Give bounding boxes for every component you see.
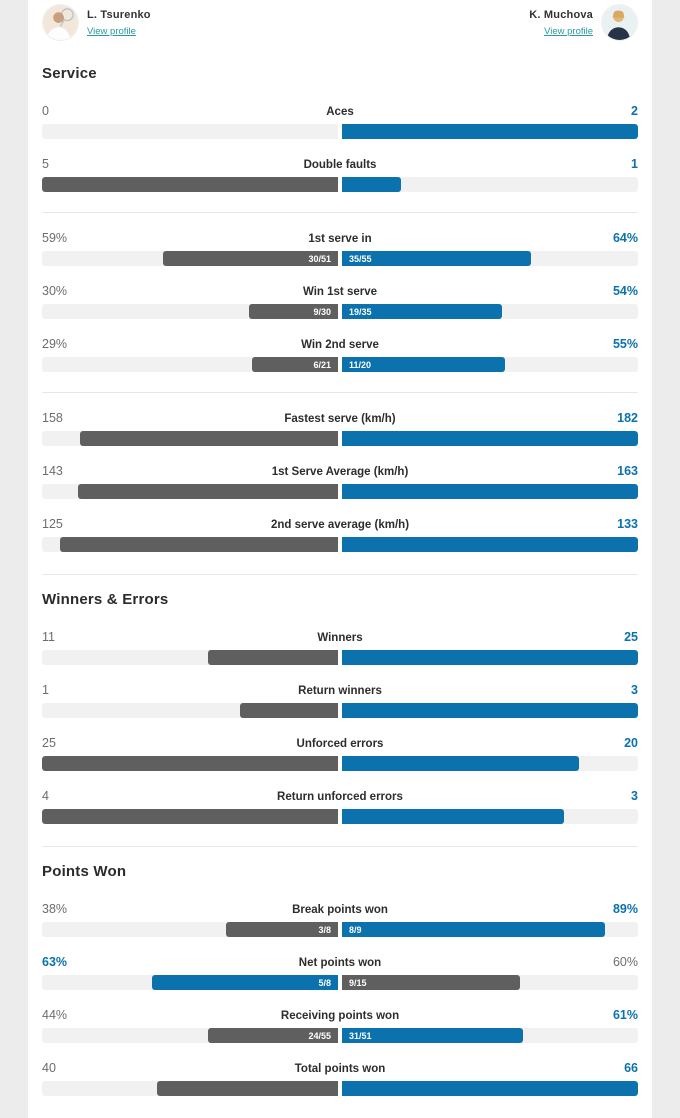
stat-bar-left-fraction: 6/21 — [313, 359, 331, 370]
stat-label: 2nd serve average (km/h) — [270, 519, 410, 531]
stat-row — [42, 789, 638, 824]
player-avatar-left[interactable] — [42, 4, 79, 41]
stat-bar-left-track — [42, 1081, 338, 1096]
stat-bar — [42, 251, 638, 266]
stat-bar-right-fill — [342, 124, 638, 139]
stat-value-left: 143 — [42, 464, 63, 478]
stat-value-right: 60% — [612, 955, 638, 969]
stat-bar-left-track — [42, 251, 338, 266]
stat-bar-right-fill — [342, 1081, 638, 1096]
stat-bar-left-fill — [252, 357, 338, 372]
stat-bar-left-track — [42, 809, 338, 824]
stat-bar-left-fill — [226, 922, 338, 937]
stat-bar-left-fill — [60, 537, 338, 552]
stat-bar-left-track — [42, 1028, 338, 1043]
stat-group — [42, 630, 638, 824]
stat-bar-left-fill — [152, 975, 338, 990]
stat-value-left: 1 — [42, 683, 49, 697]
stat-bar-right-track — [342, 304, 638, 319]
stat-row — [42, 736, 638, 771]
stat-row-header — [42, 683, 638, 697]
stat-row — [42, 955, 638, 990]
stat-row-header — [42, 902, 638, 916]
stat-bar-right-track — [342, 537, 638, 552]
stat-value-right: 3 — [631, 683, 638, 697]
stat-bar — [42, 756, 638, 771]
stat-value-right: 64% — [612, 231, 638, 245]
stat-row — [42, 464, 638, 499]
stat-row — [42, 104, 638, 139]
stat-value-left: 5 — [42, 157, 49, 171]
stat-bar-right-fill — [342, 756, 579, 771]
stat-row — [42, 1008, 638, 1043]
stat-label: Double faults — [303, 159, 377, 171]
stat-bar — [42, 703, 638, 718]
player-avatar-right[interactable] — [601, 4, 638, 41]
stat-label: Win 2nd serve — [301, 339, 379, 351]
stat-bar-left-track — [42, 975, 338, 990]
stat-value-right: 55% — [612, 337, 638, 351]
stat-bar-left-track — [42, 703, 338, 718]
stat-bar-right-track — [342, 703, 638, 718]
stat-row-header — [42, 411, 638, 425]
stat-bar — [42, 809, 638, 824]
stat-bar-left-fill — [240, 703, 338, 718]
stat-bar-right-fill — [342, 304, 502, 319]
stat-row — [42, 517, 638, 552]
stat-bar-left-track — [42, 431, 338, 446]
stat-bar-left-track — [42, 756, 338, 771]
stat-bar — [42, 304, 638, 319]
stat-bar-right-fraction: 35/55 — [349, 253, 372, 264]
stat-row-header — [42, 231, 638, 245]
stat-label: Return unforced errors — [277, 791, 403, 803]
stat-bar-left-track — [42, 484, 338, 499]
stat-group — [42, 212, 638, 372]
stats-section — [42, 65, 638, 552]
stat-value-right: 133 — [617, 517, 638, 531]
stat-bar-right-fill — [342, 975, 520, 990]
stat-bar-right-fill — [342, 484, 638, 499]
stat-row — [42, 1061, 638, 1096]
stat-bar-left-track — [42, 177, 338, 192]
stat-label: Fastest serve (km/h) — [284, 413, 396, 425]
stat-row-header — [42, 517, 638, 531]
stats-sections — [42, 65, 638, 1096]
stat-bar-right-fill — [342, 431, 638, 446]
stat-row — [42, 411, 638, 446]
stat-bar-left-track — [42, 304, 338, 319]
stat-row-header — [42, 104, 638, 118]
stat-bar-left-track — [42, 537, 338, 552]
stat-label: Receiving points won — [280, 1010, 400, 1022]
players-header — [42, 0, 638, 51]
stat-bar-right-fraction: 9/15 — [349, 977, 367, 988]
stat-bar — [42, 537, 638, 552]
stat-bar — [42, 1028, 638, 1043]
stat-value-left: 158 — [42, 411, 63, 425]
stat-value-left: 25 — [42, 736, 56, 750]
stat-bar-left-track — [42, 124, 338, 139]
stat-bar-right-fill — [342, 650, 638, 665]
stat-row-header — [42, 736, 638, 750]
stat-bar-right-fill — [342, 922, 605, 937]
stat-value-right: 61% — [612, 1008, 638, 1022]
stat-value-right: 182 — [617, 411, 638, 425]
player-right — [529, 4, 638, 41]
stat-row-header — [42, 157, 638, 171]
stat-row — [42, 284, 638, 319]
stat-bar — [42, 431, 638, 446]
stat-row — [42, 683, 638, 718]
stat-label: Aces — [326, 106, 354, 118]
stat-value-right: 1 — [631, 157, 638, 171]
stats-section — [42, 574, 638, 824]
stat-value-left: 4 — [42, 789, 49, 803]
stat-bar — [42, 650, 638, 665]
stat-row — [42, 902, 638, 937]
stat-bar-left-fill — [80, 431, 338, 446]
stat-bar-left-fill — [78, 484, 338, 499]
stat-bar-left-fill — [42, 177, 338, 192]
stat-value-left: 38% — [42, 902, 68, 916]
stat-row-header — [42, 630, 638, 644]
stat-bar — [42, 357, 638, 372]
stat-value-right: 2 — [631, 104, 638, 118]
stat-bar-right-track — [342, 922, 638, 937]
stat-value-left: 59% — [42, 231, 68, 245]
stat-label: 1st Serve Average (km/h) — [271, 466, 409, 478]
stat-value-right: 54% — [612, 284, 638, 298]
stat-group — [42, 104, 638, 192]
section-title: Winners & Errors — [42, 591, 169, 608]
stat-bar-right-track — [342, 484, 638, 499]
stat-bar-right-track — [342, 124, 638, 139]
stat-bar-right-track — [342, 1028, 638, 1043]
stat-row — [42, 157, 638, 192]
stat-label: Net points won — [298, 957, 382, 969]
stat-bar-left-fill — [163, 251, 338, 266]
stat-bar-right-fill — [342, 703, 638, 718]
stat-bar-left-fill — [42, 756, 338, 771]
stat-bar-left-fraction: 3/8 — [318, 924, 331, 935]
stat-value-right: 25 — [624, 630, 638, 644]
stat-bar — [42, 177, 638, 192]
stat-bar-right-fill — [342, 357, 505, 372]
stat-bar-left-track — [42, 650, 338, 665]
player-photo-left — [43, 5, 78, 40]
stat-group — [42, 392, 638, 552]
stat-groups — [42, 630, 638, 824]
stat-bar-right-track — [342, 809, 638, 824]
stat-label: Winners — [317, 632, 363, 644]
stat-bar-left-fill — [42, 809, 338, 824]
stat-bar-right-fill — [342, 537, 638, 552]
stat-bar-right-track — [342, 975, 638, 990]
stat-value-right: 66 — [624, 1061, 638, 1075]
stat-label: Unforced errors — [296, 738, 384, 750]
stat-bar-left-fraction: 9/30 — [313, 306, 331, 317]
stat-bar-right-fill — [342, 177, 401, 192]
stat-row-header — [42, 1008, 638, 1022]
player-name-right: K. Muchova — [529, 9, 593, 21]
player-left — [42, 4, 151, 41]
stat-row-header — [42, 955, 638, 969]
stat-value-left: 125 — [42, 517, 63, 531]
stat-value-left: 44% — [42, 1008, 68, 1022]
player-info-left — [87, 4, 151, 39]
view-profile-link-right[interactable]: View profile — [544, 26, 593, 37]
stat-bar — [42, 124, 638, 139]
stat-value-right: 20 — [624, 736, 638, 750]
stat-bar-left-fill — [208, 650, 338, 665]
stat-bar-right-fraction: 19/35 — [349, 306, 372, 317]
stat-label: Return winners — [298, 685, 382, 697]
stat-bar-left-fill — [157, 1081, 338, 1096]
stat-bar-left-fill — [208, 1028, 338, 1043]
stat-bar-left-fill — [249, 304, 338, 319]
stat-row-header — [42, 464, 638, 478]
section-title: Points Won — [42, 863, 127, 880]
stat-label: Total points won — [294, 1063, 386, 1075]
stat-bar-right-fraction: 8/9 — [349, 924, 362, 935]
stat-bar-right-track — [342, 431, 638, 446]
section-title: Service — [42, 65, 97, 82]
stat-bar-right-fill — [342, 1028, 523, 1043]
stat-bar-left-fraction: 24/55 — [308, 1030, 331, 1041]
stats-section — [42, 846, 638, 1096]
stat-bar-right-fraction: 11/20 — [349, 359, 372, 370]
stat-bar — [42, 1081, 638, 1096]
stat-bar — [42, 484, 638, 499]
stat-value-right: 3 — [631, 789, 638, 803]
match-stats-card — [28, 0, 652, 1118]
stat-bar-left-track — [42, 357, 338, 372]
stat-bar-right-track — [342, 251, 638, 266]
stat-row-header — [42, 789, 638, 803]
player-info-right — [529, 4, 593, 39]
stat-bar-left-fraction: 5/8 — [318, 977, 331, 988]
stat-value-left: 63% — [42, 955, 68, 969]
stat-group — [42, 902, 638, 1096]
player-name-left: L. Tsurenko — [87, 9, 151, 21]
stat-bar-right-track — [342, 756, 638, 771]
stat-bar-right-track — [342, 650, 638, 665]
stat-row-header — [42, 284, 638, 298]
stat-value-left: 40 — [42, 1061, 56, 1075]
stat-value-left: 30% — [42, 284, 68, 298]
stat-row — [42, 231, 638, 266]
stat-label: 1st serve in — [308, 233, 372, 245]
stat-groups — [42, 104, 638, 552]
stat-value-left: 29% — [42, 337, 68, 351]
stat-bar-left-track — [42, 922, 338, 937]
player-photo-right — [602, 5, 637, 40]
stat-value-left: 11 — [42, 630, 55, 644]
stat-bar-right-track — [342, 1081, 638, 1096]
stat-value-left: 0 — [42, 104, 49, 118]
stat-groups — [42, 902, 638, 1096]
stat-row — [42, 630, 638, 665]
stat-bar-right-track — [342, 177, 638, 192]
stat-bar-right-track — [342, 357, 638, 372]
view-profile-link-left[interactable]: View profile — [87, 26, 136, 37]
stat-bar — [42, 975, 638, 990]
stat-bar-right-fill — [342, 251, 531, 266]
stat-label: Break points won — [292, 904, 388, 916]
stat-bar-left-fraction: 30/51 — [308, 253, 331, 264]
stat-row-header — [42, 1061, 638, 1075]
stat-bar-right-fill — [342, 809, 564, 824]
stat-value-right: 163 — [617, 464, 638, 478]
stat-bar-right-fraction: 31/51 — [349, 1030, 372, 1041]
stat-label: Win 1st serve — [302, 286, 378, 298]
stat-bar — [42, 922, 638, 937]
stat-value-right: 89% — [612, 902, 638, 916]
stat-row-header — [42, 337, 638, 351]
stat-row — [42, 337, 638, 372]
